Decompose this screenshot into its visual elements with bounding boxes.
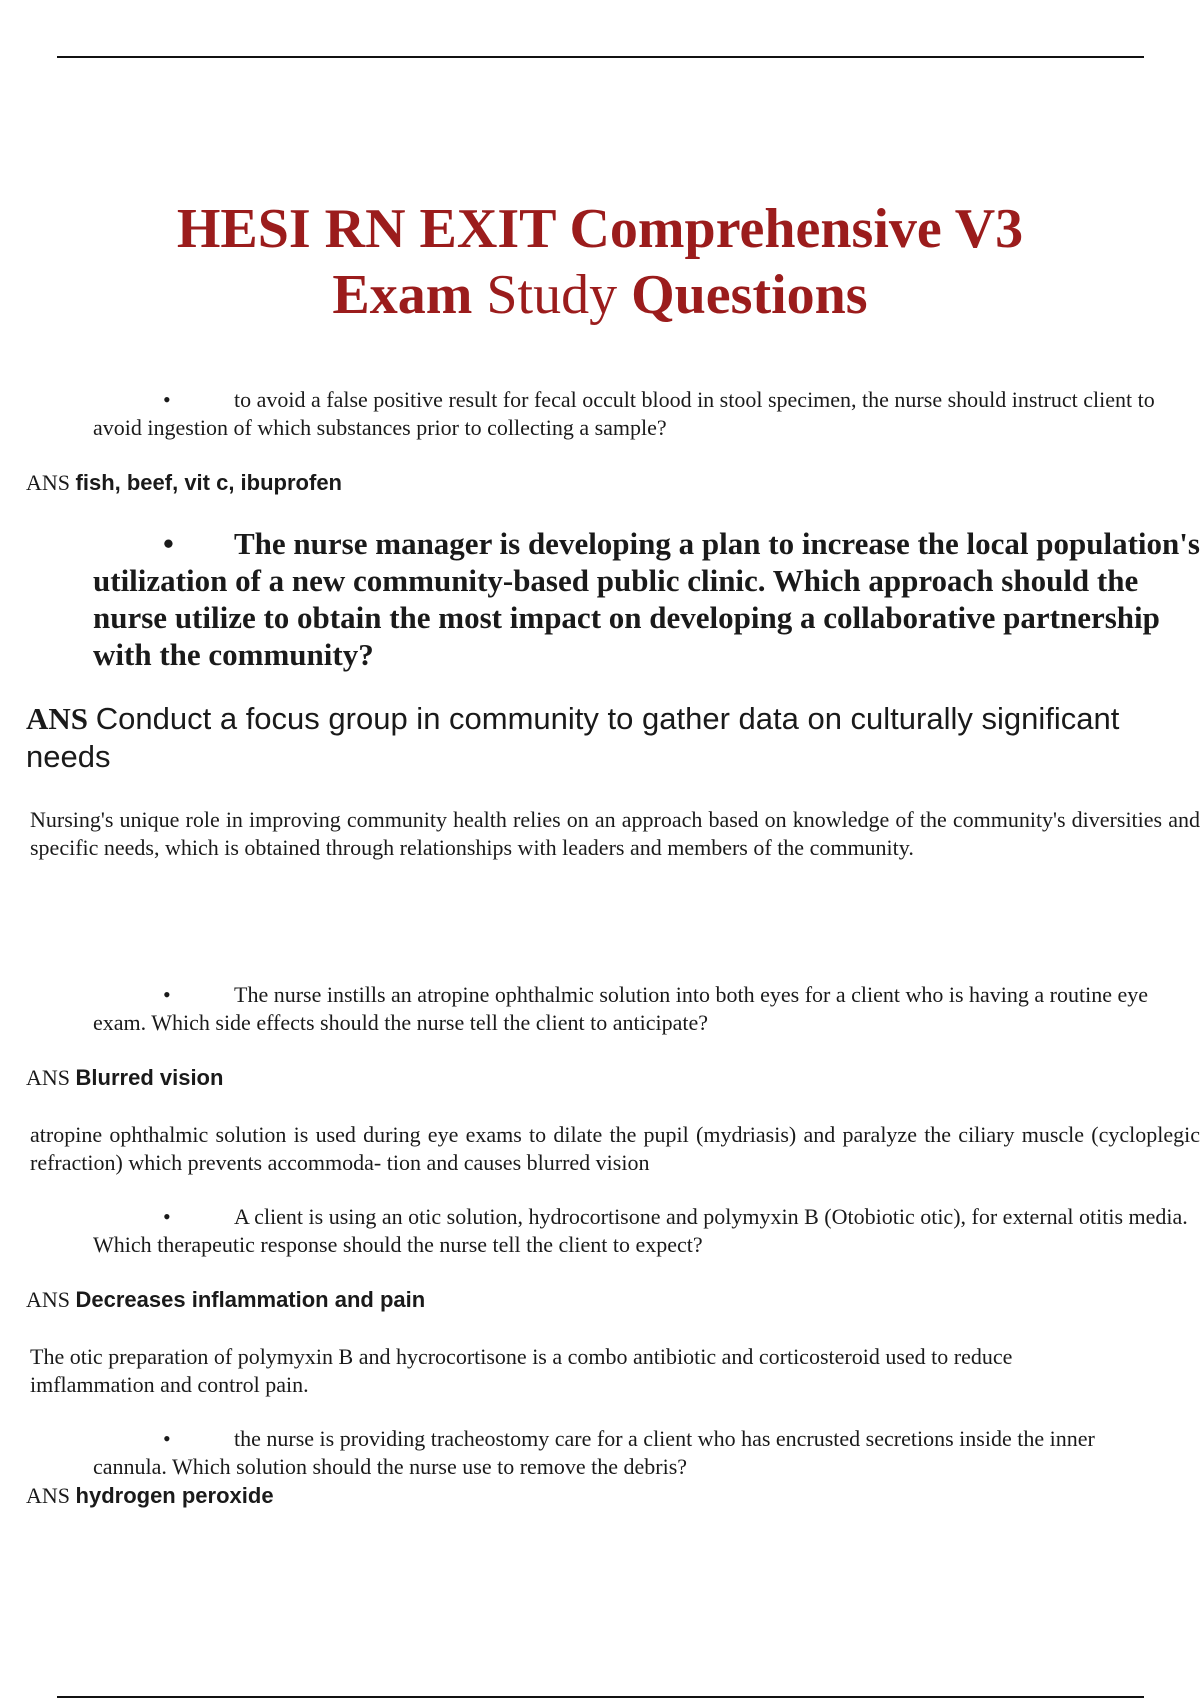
title-line-1: HESI RN EXIT Comprehensive V3	[176, 198, 1024, 260]
question-text: A client is using an otic solution, hydrocortisone and polymyxin B (Otobiotic otic), for external otitis media. Which therapeutic response should the nurse tell the client to expect?	[93, 1204, 1188, 1257]
bullet: •	[163, 387, 171, 412]
explanation-4: The otic preparation of polymyxin B and hycrocortisone is a combo antibiotic and corticosteroid used to reduce imflammation and control pain.	[30, 1344, 1013, 1397]
ans-label: ANS	[26, 470, 71, 495]
bullet: •	[163, 982, 171, 1007]
bottom-rule	[57, 1696, 1144, 1698]
question-1	[93, 386, 1168, 442]
question-text: The nurse manager is developing a plan to increase the local population's utilization of a new community-based public clinic. Which approach should the nurse utilize to obtain the most impact on developing a collaborative partnership with the community?	[93, 526, 1200, 672]
answer-4	[26, 1286, 1166, 1314]
explanation-3: atropine ophthalmic solution is used during eye exams to dilate the pupil (mydriasis) and paralyze the ciliary muscle (cycloplegic refraction) which prevents accommoda- tion and causes blurred vision	[30, 1122, 1200, 1175]
question-text: to avoid a false positive result for fecal occult blood in stool specimen, the nurse should instruct client to avoid ingestion of which substances prior to collecting a sample?	[93, 387, 1155, 440]
bullet: •	[163, 1204, 171, 1229]
answer-text: fish, beef, vit c, ibuprofen	[75, 470, 342, 495]
question-4	[93, 1203, 1200, 1259]
question-3	[93, 981, 1200, 1037]
question-text: the nurse is providing tracheostomy care for a client who has encrusted secretions inside the inner cannula. Which solution should the nurse use to remove the debris?	[93, 1426, 1095, 1479]
top-rule	[57, 56, 1144, 58]
answer-text: Decreases inflammation and pain	[75, 1287, 426, 1312]
question-text: The nurse instills an atropine ophthalmic solution into both eyes for a client who is having a routine eye exam. Which side effects should the nurse tell the client to anticipate?	[93, 982, 1149, 1035]
title-line-2: Exam Study Questions	[332, 264, 868, 326]
answer-5	[26, 1482, 1166, 1510]
ans-label: ANS	[26, 1483, 71, 1508]
answer-text: Blurred vision	[75, 1065, 224, 1090]
ans-label: ANS	[26, 1065, 71, 1090]
bullet: •	[163, 1426, 171, 1451]
answer-text: hydrogen peroxide	[75, 1483, 274, 1508]
answer-2	[26, 700, 1176, 776]
answer-3	[26, 1064, 1166, 1092]
answer-1	[26, 469, 1166, 497]
explanation-2: Nursing's unique role in improving community health relies on an approach based on knowledge of the community's diversities and specific needs, which is obtained through relationships with leaders and members of the community.	[30, 807, 1200, 860]
question-5	[93, 1425, 1168, 1481]
page-title	[0, 196, 1200, 328]
bullet: •	[163, 526, 174, 561]
ans-label: ANS	[26, 701, 89, 736]
ans-label: ANS	[26, 1287, 71, 1312]
question-2	[93, 525, 1200, 673]
answer-text: Conduct a focus group in community to gather data on culturally significant needs	[26, 701, 1120, 774]
